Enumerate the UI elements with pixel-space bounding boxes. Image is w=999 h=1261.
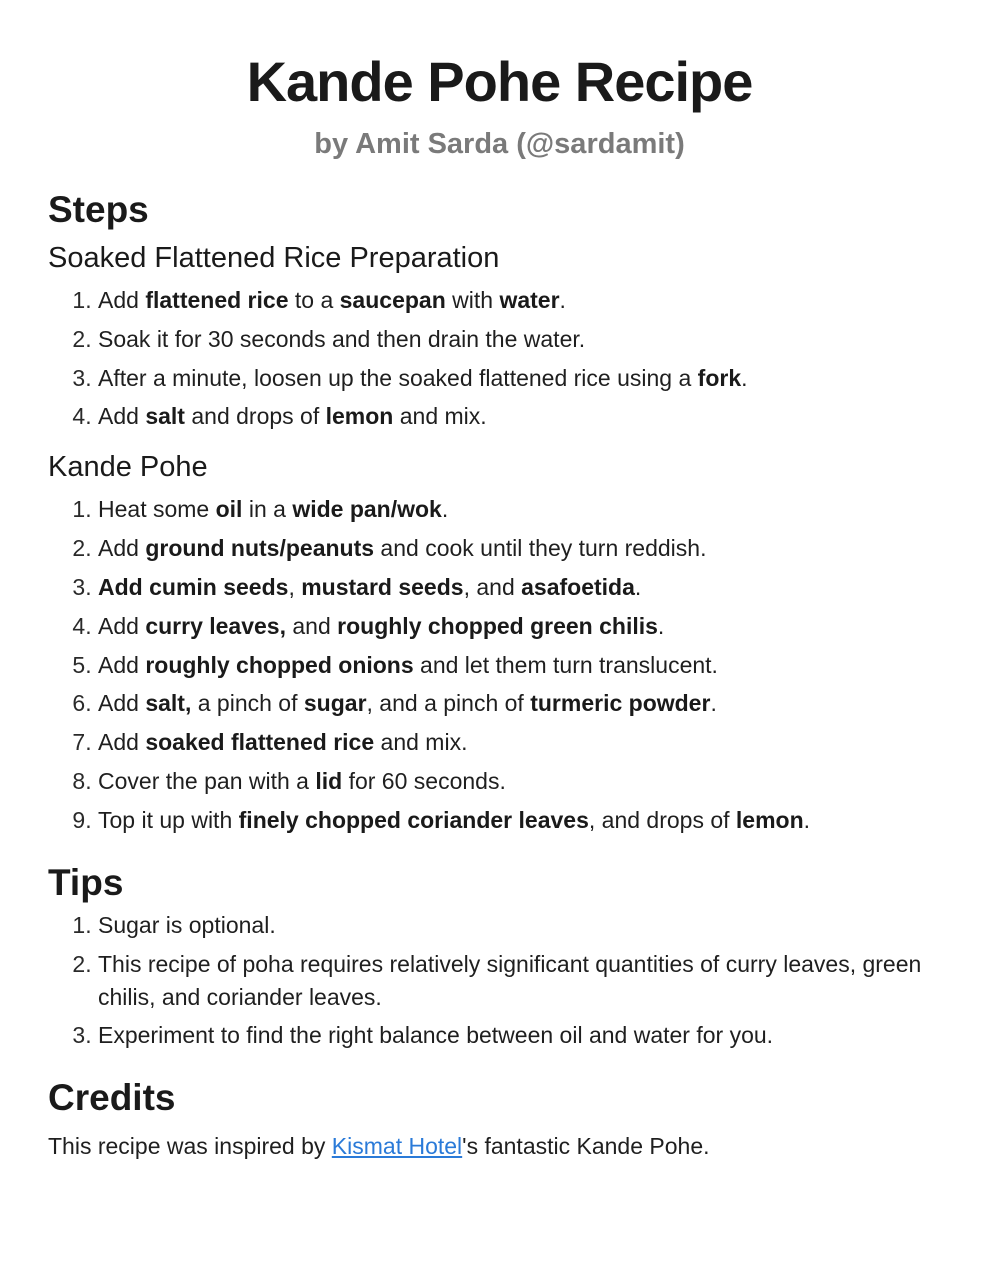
ingredient-emphasis: soaked flattened rice [145,729,375,756]
step-text: Top it up with [98,806,239,833]
step-text: Add [98,287,146,313]
step-item [98,726,951,759]
ingredient-emphasis: wide pan/wok [292,496,442,523]
step-text: . [803,806,811,833]
step-text: , and a pinch of [366,690,531,717]
author-byline: by Amit Sarda (@sardamit) [314,128,685,160]
step-item [98,400,951,433]
credits-text-after: 's fantastic Kande Pohe. [462,1133,710,1160]
step-item [98,649,951,682]
step-text: in a [242,496,293,523]
step-item [98,610,951,643]
ingredient-emphasis: ground nuts/peanuts [145,535,375,562]
steps-heading: Steps [48,189,149,230]
step-item [98,687,951,720]
step-text: and drops of [184,403,326,430]
step-text: for 60 seconds. [342,767,506,794]
tip-item: 3. Experiment to find the right balance between oil and water for you. [98,1019,951,1052]
step-item [98,765,951,798]
ingredient-emphasis: saucepan [339,287,446,313]
kismat-hotel-link[interactable]: Kismat Hotel [331,1133,463,1160]
step-item [98,532,951,565]
ingredient-emphasis: curry leaves, [145,612,286,639]
ingredient-emphasis: salt [145,403,185,430]
tips-list [48,909,951,1053]
step-text: . [559,287,566,313]
ingredient-emphasis: Add cumin seeds [98,573,289,600]
recipe-page [0,48,999,1163]
step-text: to a [288,287,340,313]
step-item [98,284,951,317]
ingredient-emphasis: lemon [735,806,804,833]
step-item [98,323,951,356]
rice-prep-steps-list [48,284,951,433]
step-text: . [634,573,642,600]
ingredient-emphasis: lemon [325,403,394,430]
step-text: with [445,287,500,313]
section-heading-rice-prep: Soaked Flattened Rice Preparation [48,242,500,274]
ingredient-emphasis: water [499,287,560,313]
credits-text-before: This recipe was inspired by [48,1133,332,1160]
step-item [98,493,951,526]
step-text: Add [98,729,146,756]
ingredient-emphasis: roughly chopped onions [145,651,414,678]
tip-item: 2. This recipe of poha requires relatively significant quantities of curry leaves, green chilis, and coriander leaves. [98,948,951,1014]
step-text: After a minute, loosen up the soaked flattened rice using a [98,364,698,391]
ingredient-emphasis: mustard seeds [301,573,464,600]
ingredient-emphasis: fork [697,364,742,391]
step-text: Add [98,690,146,717]
step-text: . [441,496,449,523]
step-text: , and drops of [588,806,736,833]
ingredient-emphasis: flattened rice [145,287,289,313]
ingredient-emphasis: roughly chopped green chilis [337,612,658,639]
step-text: and [286,612,338,639]
page-title: Kande Pohe Recipe [246,50,753,113]
step-text: Heat some [98,496,216,523]
step-text: . [710,690,717,717]
step-text: Soak it for 30 seconds and then drain the water. [98,325,586,352]
step-text: Add [98,612,146,639]
step-item [98,362,951,395]
ingredient-emphasis: asafoetida [521,573,635,600]
step-text: and mix. [393,403,487,430]
tips-heading: Tips [48,861,124,903]
step-text: , and [463,573,522,600]
kande-pohe-steps-list [48,493,951,836]
ingredient-emphasis: lid [315,767,343,794]
ingredient-emphasis: finely chopped coriander leaves [238,806,589,833]
ingredient-emphasis: turmeric powder [530,690,711,717]
step-text: a pinch of [191,690,304,717]
step-text: . [741,364,748,391]
ingredient-emphasis: oil [215,496,243,523]
ingredient-emphasis: sugar [303,690,367,717]
tip-item: 1. Sugar is optional. [98,909,951,942]
step-text: and mix. [374,729,468,756]
ingredient-emphasis: salt, [145,690,192,717]
step-text: Add [98,651,146,678]
step-item [98,804,951,837]
step-text: , [288,573,302,600]
step-text: and cook until they turn reddish. [374,535,707,562]
step-text: Add [98,403,146,430]
credits-text [48,1130,951,1163]
step-text: . [657,612,665,639]
step-text: Add [98,535,146,562]
credits-heading: Credits [48,1077,176,1119]
step-text: Cover the pan with a [98,767,316,794]
step-item [98,571,951,604]
section-heading-kande-pohe: Kande Pohe [48,451,208,484]
step-text: and let them turn translucent. [413,651,718,678]
